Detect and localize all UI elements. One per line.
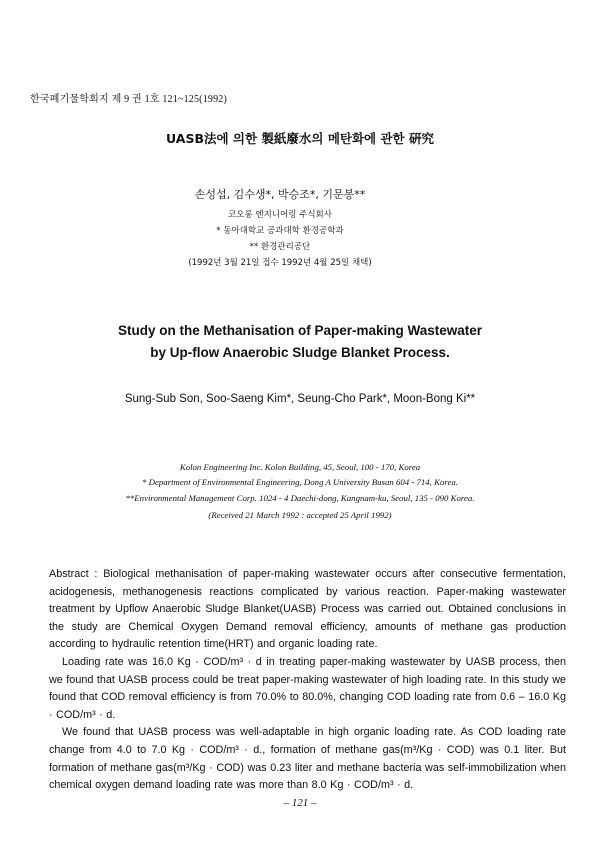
- korean-affiliation-2: * 동아대학교 공과대학 환경공학과: [216, 226, 344, 236]
- english-received-date: (Received 21 March 1992 : accepted 25 April 1992): [208, 510, 392, 520]
- abstract-paragraph-2: Loading rate was 16.0 Kg · COD/m³ · d in treating paper-making wastewater by UASB process, then we found that UASB process could be treat paper-making wastewater of high loading rate. In this study we found that COD removal efficiency is from 70.0% to 80.0%, changing COD loading rate from 0.6 – 16.0 Kg · COD/m³ · d.: [49, 655, 566, 721]
- english-authors: Sung-Sub Son, Soo-Saeng Kim*, Seung-Cho Park*, Moon-Bong Ki**: [124, 393, 476, 405]
- abstract: [49, 566, 566, 795]
- korean-title: UASB法에 의한 製紙廢水의 메탄화에 관한 硏究: [166, 131, 434, 146]
- korean-authors: 손성섭, 김수생*, 박승조*, 기문봉**: [194, 188, 366, 201]
- abstract-label: Abstract :: [49, 568, 98, 580]
- korean-affiliation-1: 코오롱 엔지니어링 주식회사: [228, 210, 332, 220]
- abstract-paragraph-1: [49, 566, 566, 654]
- page-number: – 121 –: [283, 797, 317, 809]
- abstract-paragraph-1-text: Biological methanisation of paper-making wastewater occurs after consecutive fermentation, acidogenesis, methanogenesis reactions complicated by various reaction. Paper-making wastewater treatment by Upflow Anaerobic Sludge Blanket(UASB) Process was carried out. Obtained conclusions in the study are Chemical Oxygen Demand removal efficiency, amounts of methane gas production according to hydraulic retention time(HRT) and organic loading rate.: [49, 568, 567, 651]
- english-title-line-1: Study on the Methanisation of Paper-making Wastewater: [117, 323, 483, 338]
- english-title-line-2: by Up-flow Anaerobic Sludge Blanket Process.: [150, 345, 450, 360]
- journal-header: 한국폐기물학회지 제 9 권 1호 121~125(1992): [30, 94, 228, 105]
- english-affiliation-3: **Environmental Management Corp. 1024 - 4 Daechi-dong, Kangnam-ku, Seoul, 135 - 090 Korea.: [125, 493, 475, 503]
- english-affiliation-1: Kolon Engineering Inc. Kolon Building, 45, Seoul, 100 - 170, Korea: [179, 462, 421, 472]
- korean-affiliation-3: ** 환경관리공단: [249, 242, 311, 252]
- korean-received-date: (1992년 3월 21일 접수 1992년 4월 25일 채택): [188, 258, 372, 268]
- english-affiliation-2: * Department of Environmental Engineering, Dong A University Busan 604 - 714, Korea.: [142, 477, 458, 487]
- english-title: [0, 320, 600, 364]
- abstract-paragraph-3: We found that UASB process was well-adaptable in high organic loading rate. As COD loading rate change from 4.0 to 7.0 Kg · COD/m³ · d., formation of methane gas(m³/Kg · COD) was 0.1 liter. But formation of methane gas(m³/Kg · COD) was 0.23 liter and methane bacteria was self-immobilization when chemical oxygen demand loading rate was more than 8.0 Kg · COD/m³ · d.: [49, 726, 566, 792]
